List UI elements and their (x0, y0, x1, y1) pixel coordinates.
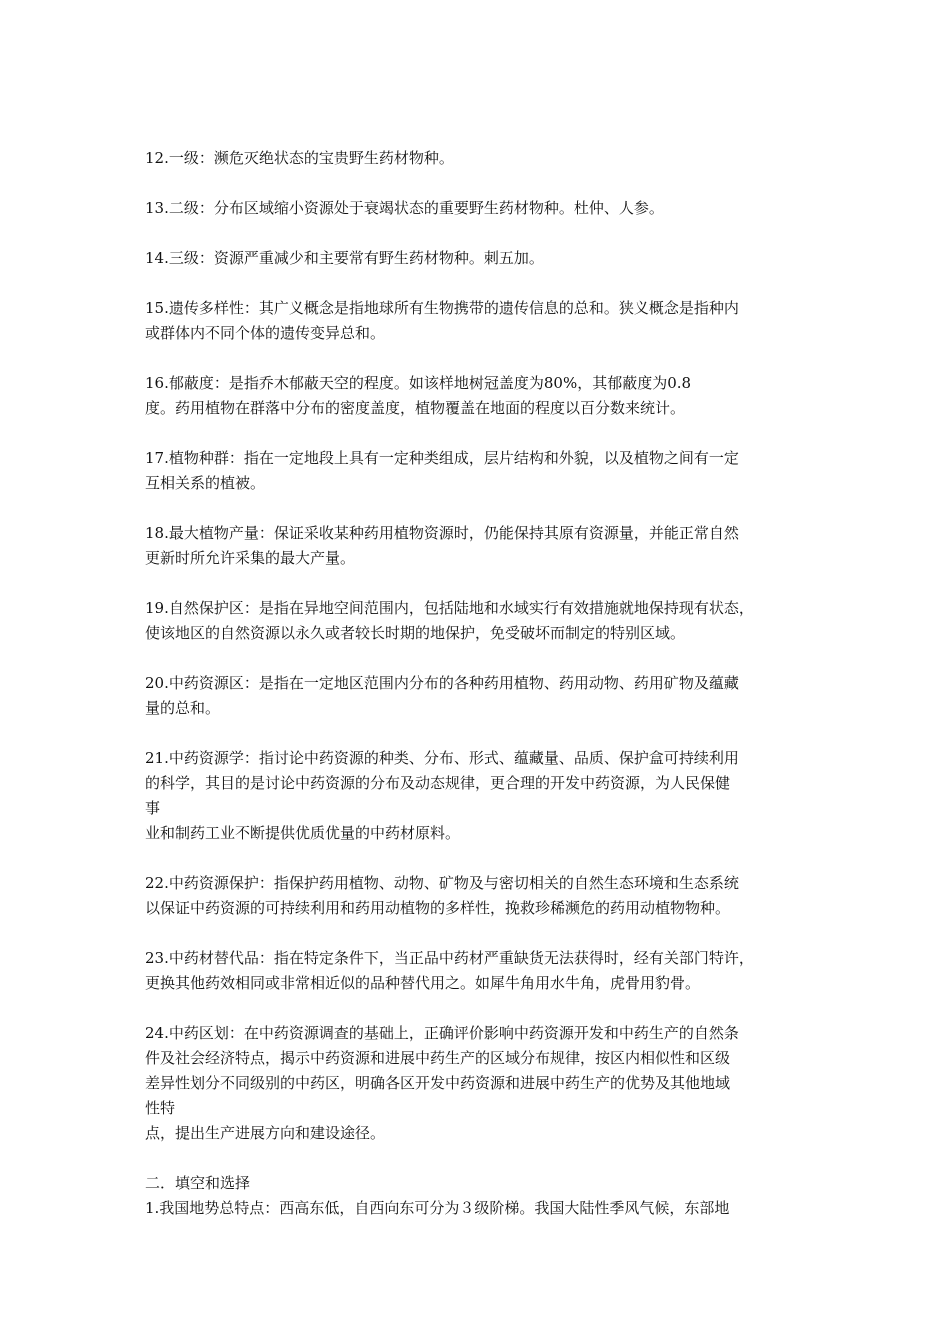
text-line: 事 (145, 799, 161, 817)
blank-line (145, 1146, 810, 1171)
text-line: 业和制药工业不断提供优质优量的中药材原料。 (145, 824, 461, 842)
text-line: 17.植物种群：指在一定地段上具有一定种类组成，层片结构和外貌，以及植物之间有一定 (145, 449, 739, 467)
text-line: 更新时所允许采集的最大产量。 (145, 549, 356, 567)
blank-line (145, 221, 810, 246)
text-line: 量的总和。 (145, 699, 221, 717)
text-line: 性特 (145, 1099, 176, 1117)
text-line: 15.遗传多样性：其广义概念是指地球所有生物携带的遗传信息的总和。狭义概念是指种内 (145, 299, 739, 317)
blank-line (145, 496, 810, 521)
text-line: 使该地区的自然资源以永久或者较长时期的地保护，免受破坏而制定的特别区域。 (145, 624, 686, 642)
text-line: 件及社会经济特点，揭示中药资源和进展中药生产的区域分布规律，按区内相似性和区级 (145, 1049, 731, 1067)
blank-line (145, 271, 810, 296)
blank-line (145, 996, 810, 1021)
text-line: 更换其他药效相同或非常相近似的品种替代用之。如犀牛角用水牛角，虎骨用豹骨。 (145, 974, 701, 992)
text-line: 或群体内不同个体的遗传变异总和。 (145, 324, 386, 342)
text-line: 12.一级：濒危灭绝状态的宝贵野生药材物种。 (145, 149, 454, 167)
blank-line (145, 846, 810, 871)
blank-line (145, 721, 810, 746)
text-line: 互相关系的植被。 (145, 474, 266, 492)
text-line: 16.郁蔽度：是指乔木郁蔽天空的程度。如该样地树冠盖度为80%，其郁蔽度为0.8 (145, 374, 692, 392)
blank-line (145, 921, 810, 946)
text-line: 度。药用植物在群落中分布的密度盖度，植物覆盖在地面的程度以百分数来统计。 (145, 399, 686, 417)
text-line: 13.二级：分布区域缩小资源处于衰竭状态的重要野生药材物种。杜仲、人参。 (145, 199, 664, 217)
text-line: 二．填空和选择 (145, 1174, 251, 1192)
blank-line (145, 571, 810, 596)
text-line: 1.我国地势总特点：西高东低，自西向东可分为３级阶梯。我国大陆性季风气候，东部地 (145, 1199, 730, 1217)
blank-line (145, 646, 810, 671)
text-line: 23.中药材替代品：指在特定条件下，当正品中药材严重缺货无法获得时，经有关部门特许， (145, 949, 754, 967)
blank-line (145, 171, 810, 196)
text-line: 21.中药资源学：指讨论中药资源的种类、分布、形式、蕴藏量、品质、保护盒可持续利用 (145, 749, 739, 767)
blank-line (145, 346, 810, 371)
blank-line (145, 421, 810, 446)
text-line: 18.最大植物产量：保证采收某种药用植物资源时，仍能保持其原有资源量，并能正常自然 (145, 524, 739, 542)
text-line: 以保证中药资源的可持续利用和药用动植物的多样性，挽救珍稀濒危的药用动植物物种。 (145, 899, 731, 917)
text-line: 点，提出生产进展方向和建设途径。 (145, 1124, 386, 1142)
text-line: 差异性划分不同级别的中药区，明确各区开发中药资源和进展中药生产的优势及其他地域 (145, 1074, 731, 1092)
text-line: 的科学，其目的是讨论中药资源的分布及动态规律，更合理的开发中药资源，为人民保健 (145, 774, 731, 792)
document-body (145, 146, 810, 1221)
text-line: 22.中药资源保护：指保护药用植物、动物、矿物及与密切相关的自然生态环境和生态系统 (145, 874, 739, 892)
text-line: 24.中药区划：在中药资源调查的基础上，正确评价影响中药资源开发和中药生产的自然条 (145, 1024, 739, 1042)
text-line: 20.中药资源区：是指在一定地区范围内分布的各种药用植物、药用动物、药用矿物及蕴藏 (145, 674, 739, 692)
text-line: 14.三级：资源严重减少和主要常有野生药材物种。刺五加。 (145, 249, 544, 267)
text-line: 19.自然保护区：是指在异地空间范围内，包括陆地和水域实行有效措施就地保持现有状态， (145, 599, 754, 617)
